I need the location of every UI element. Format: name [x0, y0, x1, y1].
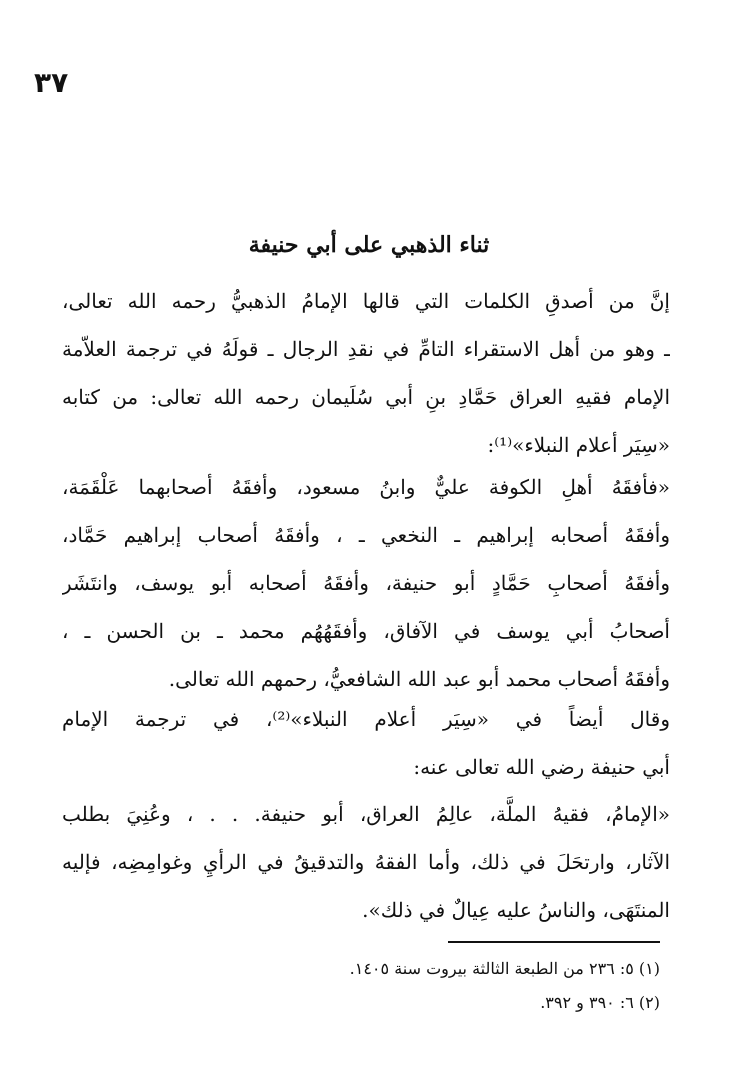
text-line: «الإمامُ، فقيهُ الملَّة، عالِمُ العراق، أبو حنيفة. . . ، وعُنِيَ بطلب	[62, 802, 670, 826]
text-line: أصحابُ أبي يوسف في الآفاق، وأفقَهُهُم محمد ـ بن الحسن ـ ،	[62, 619, 670, 643]
text-line: وأفقَهُ أصحابِ حَمَّادٍ أبو حنيفة، وأفقَهُ أصحابه أبو يوسف، وانتَشَر	[62, 571, 670, 595]
footnote: (٢) ٦: ٣٩٠ و ٣٩٢.	[540, 993, 660, 1012]
quote-paragraph	[62, 463, 670, 703]
intro-paragraph	[62, 277, 670, 469]
text-line: وقال أيضاً في «سِيَر أعلام النبلاء»⁽²⁾، في ترجمة الإمام	[62, 707, 670, 731]
text-line: ـ وهو من أهل الاستقراء التامِّ في نقدِ الرجال ـ قولَهُ في ترجمة العلاّمة	[62, 337, 670, 361]
text-line: وأفقَهُ أصحابه إبراهيم ـ النخعي ـ ، وأفقَهُ أصحاب إبراهيم حَمَّاد،	[62, 523, 670, 547]
text-line: الإمام فقيهِ العراق حَمَّادِ بنِ أبي سُلَيمان رحمه الله تعالى: من كتابه	[62, 385, 670, 409]
second-paragraph	[62, 695, 670, 791]
text-line: «سِيَر أعلام النبلاء»⁽¹⁾:	[487, 433, 670, 457]
quote-paragraph-2	[62, 790, 670, 934]
page-number: ٣٧	[34, 66, 69, 99]
text-line: وأفقَهُ أصحاب محمد أبو عبد الله الشافعيُّ، رحمهم الله تعالى.	[168, 667, 670, 691]
text-line: الآثار، وارتحَلَ في ذلك، وأما الفقهُ والتدقيقُ في الرأيِ وغوامِضِه، فإليه	[62, 850, 670, 874]
footnote-divider	[448, 941, 660, 943]
text-line: المنتَهَى، والناسُ عليه عِيالٌ في ذلك».	[362, 898, 670, 922]
footnotes	[100, 952, 660, 1020]
text-line: «فأفقَهُ أهلِ الكوفة عليٌّ وابنُ مسعود، وأفقَهُ أصحابهما عَلْقَمَة،	[62, 475, 670, 499]
text-line: إنَّ من أصدقِ الكلمات التي قالها الإمامُ الذهبيُّ رحمه الله تعالى،	[62, 289, 670, 313]
footnote: (١) ٥: ٢٣٦ من الطبعة الثالثة بيروت سنة ١٤٠٥.	[349, 959, 660, 978]
text-line: أبي حنيفة رضي الله تعالى عنه:	[413, 755, 670, 779]
section-title: ثناء الذهبي على أبي حنيفة	[248, 232, 490, 258]
